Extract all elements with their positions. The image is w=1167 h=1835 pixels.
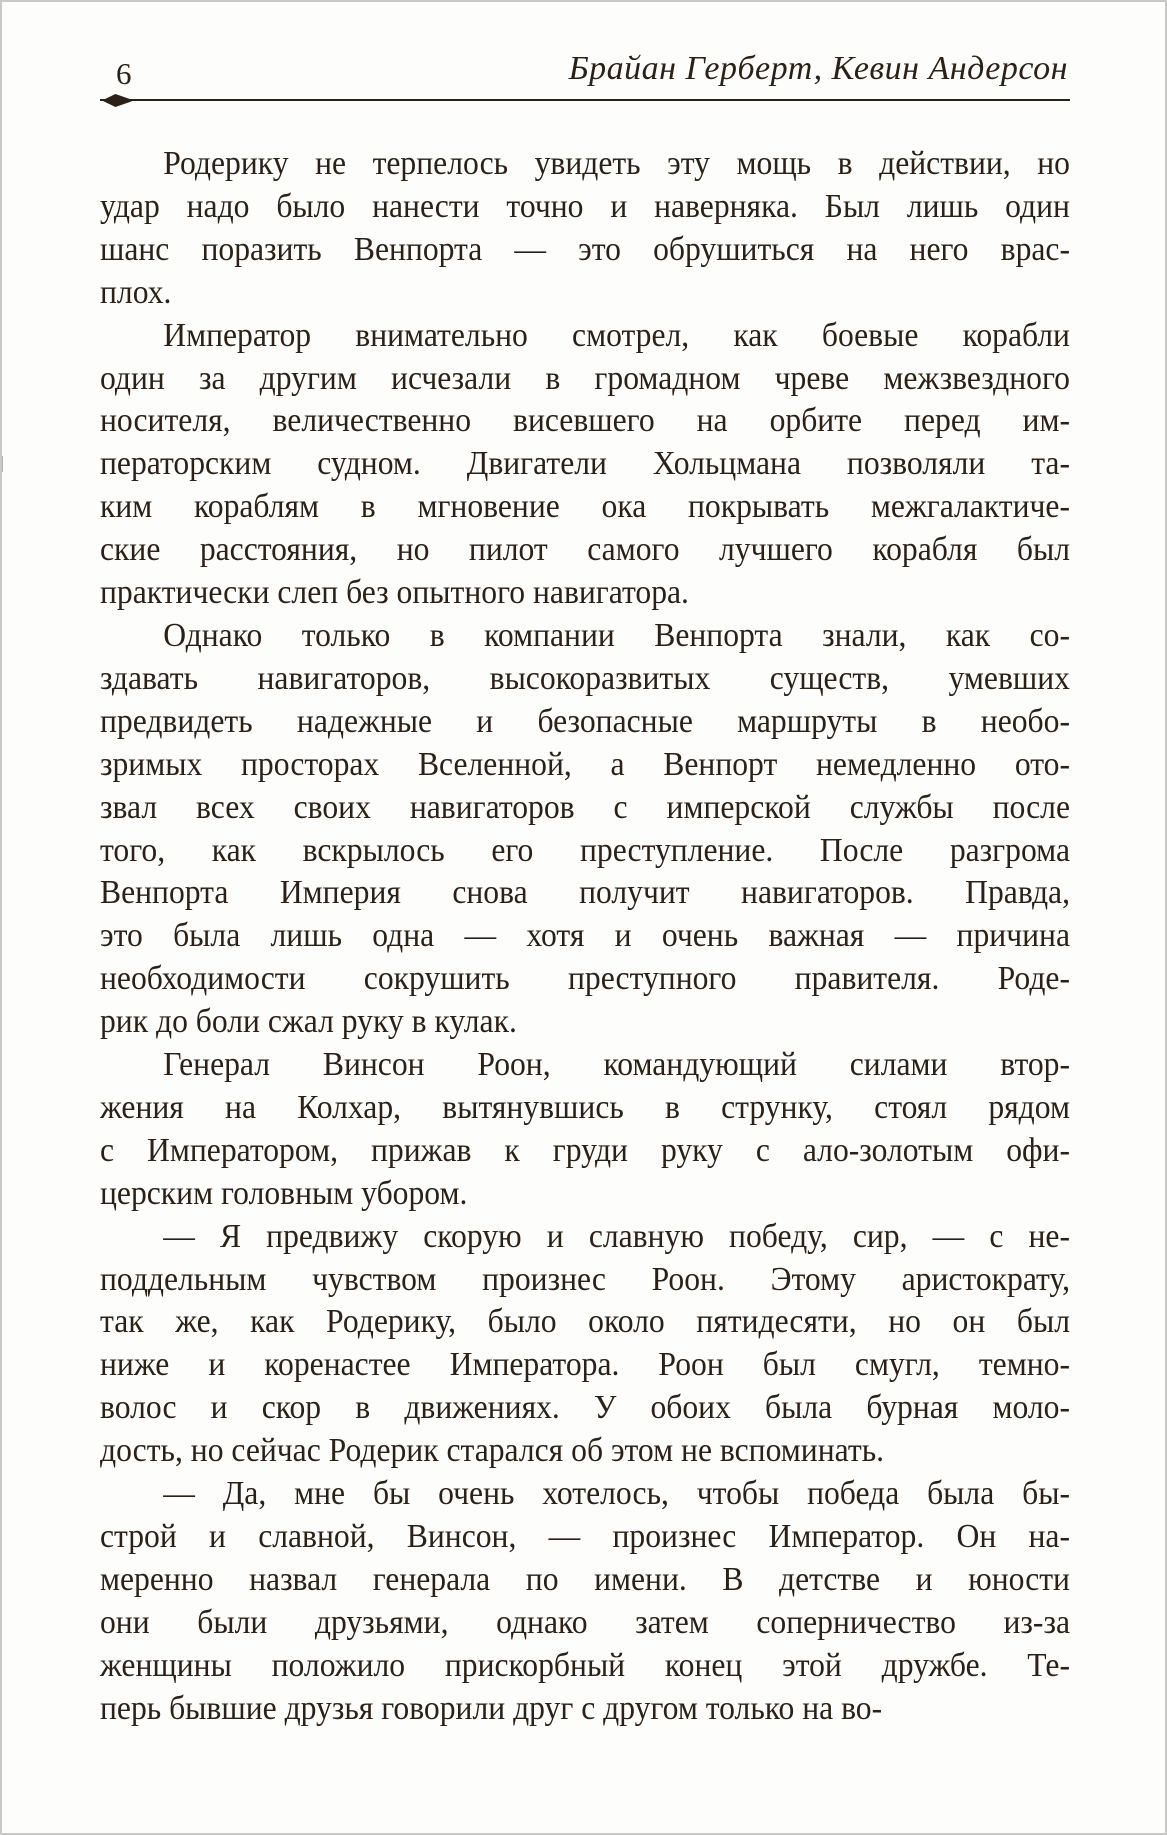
text-line: волос и скор в движениях. У обоих была бурная моло- xyxy=(100,1389,1070,1427)
scan-artifact xyxy=(0,456,3,472)
text-line: удар надо было нанести точно и наверняка. Был лишь один xyxy=(100,187,1070,225)
text-line: рик до боли сжал руку в кулак. xyxy=(100,1003,517,1041)
page-number: 6 xyxy=(116,56,132,91)
text-line: ким кораблям в мгновение ока покрывать межгалактиче- xyxy=(100,488,1070,526)
running-title: Брайан Герберт, Кевин Андерсон xyxy=(568,50,1068,87)
text-line: плох. xyxy=(100,273,172,311)
text-line: поддельным чувством произнес Роон. Этому аристократу, xyxy=(100,1260,1070,1298)
text-line: церским головным убором. xyxy=(100,1174,468,1212)
text-line: это была лишь одна — хотя и очень важная — причина xyxy=(100,917,1070,955)
text-line: ператорским судном. Двигатели Хольцмана позволяли та- xyxy=(100,445,1070,483)
text-line: Генерал Винсон Роон, командующий силами втор- xyxy=(163,1046,1070,1084)
text-line: жения на Колхар, вытянувшись в струнку, стоял рядом xyxy=(100,1088,1070,1126)
text-line: один за другим исчезали в громадном чреве межзвездного xyxy=(100,359,1070,397)
text-line: они были друзьями, однако затем соперничество из-за xyxy=(100,1603,1070,1641)
text-line: ские расстояния, но пилот самого лучшего корабля был xyxy=(100,531,1070,569)
running-header xyxy=(100,50,1070,94)
text-line: звал всех своих навигаторов с имперской службы после xyxy=(100,788,1070,826)
text-line: с Императором, прижав к груди руку с ало-золотым офи- xyxy=(100,1131,1070,1169)
text-line: практически слеп без опытного навигатора. xyxy=(100,574,689,612)
text-line: Венпорта Империя снова получит навигаторов. Правда, xyxy=(100,874,1070,912)
text-line: носителя, величественно висевшего на орбите перед им- xyxy=(100,402,1070,440)
text-line: Император внимательно смотрел, как боевые корабли xyxy=(163,316,1070,354)
body-text xyxy=(100,143,1070,1731)
text-line: — Да, мне бы очень хотелось, чтобы победа была бы- xyxy=(163,1475,1070,1513)
text-line: дость, но сейчас Родерик старался об этом не вспоминать. xyxy=(100,1432,885,1470)
text-line: перь бывшие друзья говорили друг с другом только на во- xyxy=(100,1689,883,1727)
header-rule xyxy=(100,99,1070,101)
text-line: необходимости сокрушить преступного правителя. Роде- xyxy=(100,960,1070,998)
text-line: так же, как Родерику, было около пятидесяти, но он был xyxy=(100,1303,1070,1341)
text-line: меренно назвал генерала по имени. В детстве и юности xyxy=(100,1560,1070,1598)
text-line: предвидеть надежные и безопасные маршруты в необо- xyxy=(100,702,1070,740)
text-line: зримых просторах Вселенной, а Венпорт немедленно ото- xyxy=(100,745,1070,783)
text-line: Родерику не терпелось увидеть эту мощь в действии, но xyxy=(163,145,1070,182)
text-line: ниже и коренастее Императора. Роон был смугл, темно- xyxy=(100,1346,1070,1384)
diamond-ornament-icon xyxy=(102,94,134,107)
text-line: того, как вскрылось его преступление. После разгрома xyxy=(100,831,1070,869)
text-line: шанс поразить Венпорта — это обрушиться на него врас- xyxy=(100,230,1070,268)
text-line: — Я предвижу скорую и славную победу, сир, — с не- xyxy=(163,1217,1070,1255)
text-line: Однако только в компании Венпорта знали, как со- xyxy=(163,616,1070,654)
text-line: строй и славной, Винсон, — произнес Император. Он на- xyxy=(100,1518,1070,1555)
text-line: здавать навигаторов, высокоразвитых существ, умевших xyxy=(100,659,1070,697)
text-line: женщины положило прискорбный конец этой дружбе. Те- xyxy=(100,1646,1070,1684)
